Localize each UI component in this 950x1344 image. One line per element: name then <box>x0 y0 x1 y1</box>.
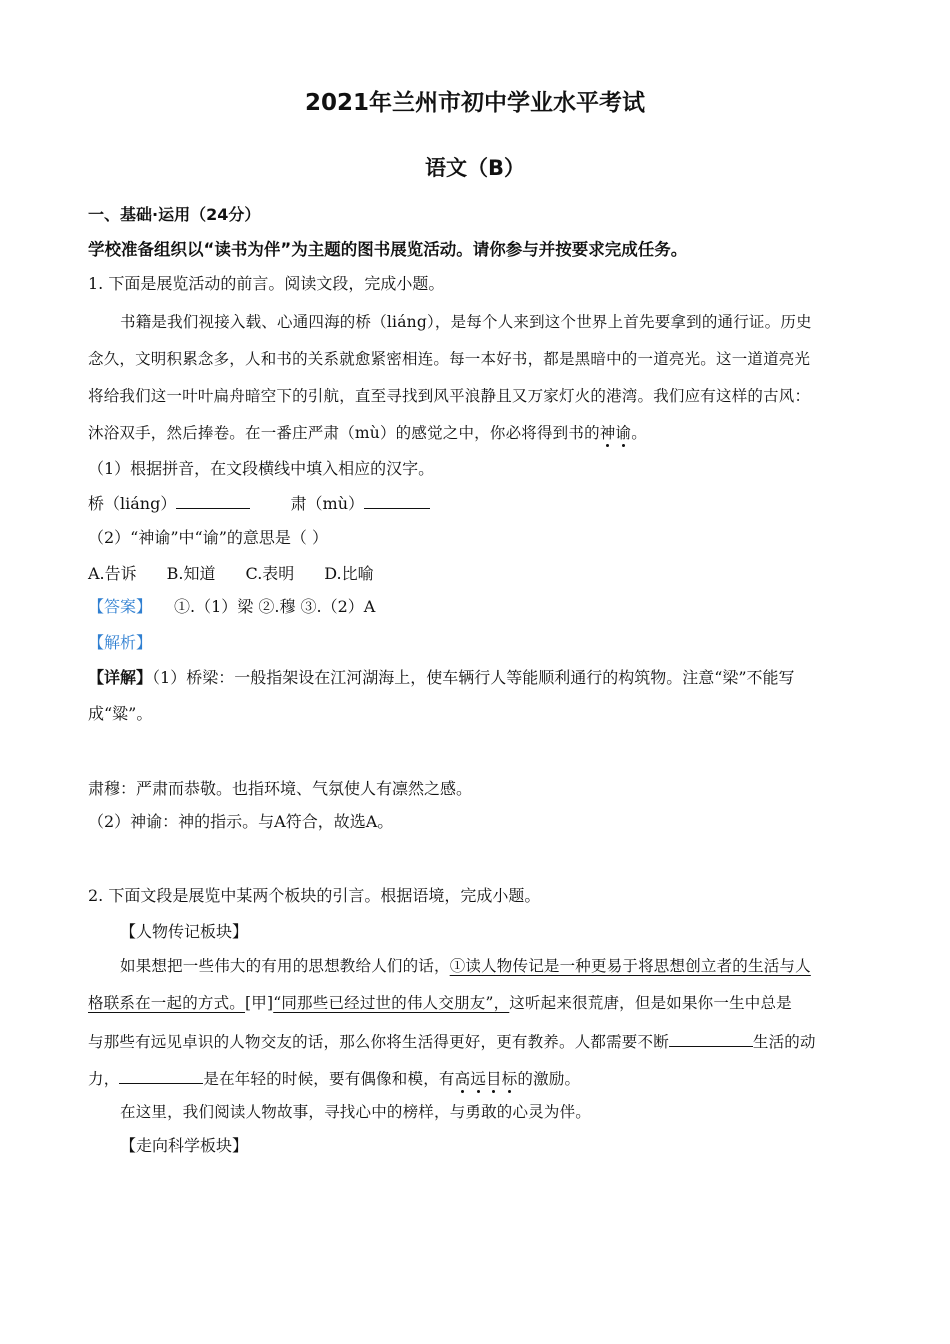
fill-blank-2[interactable] <box>119 1067 203 1084</box>
answer-text: ①.（1）梁 ②.穆 ③.（2）A <box>174 597 376 616</box>
q2-para-text: 是在年轻的时候，要有偶像和模，有 <box>203 1070 455 1088</box>
detail-text-1: （1）桥梁：一般指架设在江河湖海上，使车辆行人等能顺利通行的构筑物。注意“梁”不能写 <box>152 668 795 687</box>
detail-line-1 <box>88 667 795 689</box>
q2-block-heading-1: 【人物传记板块】 <box>120 922 249 941</box>
q2-para-2: 在这里，我们阅读人物故事，寻找心中的榜样，与勇敢的心灵为伴。 <box>120 1103 592 1121</box>
fill-blank-1[interactable] <box>669 1030 753 1047</box>
marker-jia: [甲] <box>245 994 274 1012</box>
emphasis-char: 高 <box>454 1070 471 1088</box>
fill-label-liang: 桥（liáng） <box>88 494 177 513</box>
detail-tag: 【详解】 <box>88 668 153 687</box>
q2-para-line-1 <box>120 955 811 977</box>
option-b: B.知道 <box>166 564 216 583</box>
q2-para-text: 与那些有远见卓识的人物交友的话，那么你将生活得更好，更有教养。人都需要不断 <box>88 1033 669 1051</box>
q2-para-text: 生活的动 <box>752 1033 816 1051</box>
answer-tag: 【答案】 <box>88 597 153 616</box>
q2-block-heading-2: 【走向科学板块】 <box>120 1136 249 1155</box>
q2-para-text: 如果想把一些伟大的有用的思想教给人们的话， <box>120 957 450 975</box>
fill-blank-liang[interactable] <box>176 492 250 509</box>
q1-options <box>88 563 374 585</box>
q2-para-text: 的激励。 <box>517 1070 581 1088</box>
underlined-sentence: ①读人物传记是一种更易于将思想创立者的生活与人 <box>449 957 811 975</box>
fill-blank-mu[interactable] <box>364 492 430 509</box>
exam-subtitle: 语文（B） <box>424 156 525 180</box>
emphasis-char: 目 <box>486 1070 502 1088</box>
q1-sub2: （2）“神谕”中“谕”的意思是（ ） <box>88 528 328 547</box>
section-heading: 一、基础·运用（24分） <box>88 205 261 224</box>
underlined-quote: “同那些已经过世的伟人交朋友”， <box>273 994 510 1012</box>
q2-stem: 2. 下面文段是展览中某两个板块的引言。根据语境，完成小题。 <box>88 886 541 905</box>
q2-para-line-3 <box>88 1030 816 1053</box>
exam-title: 2021年兰州市初中学业水平考试 <box>304 90 645 116</box>
q2-para-line-4 <box>88 1067 580 1090</box>
section-intro: 学校准备组织以“读书为伴”为主题的图书展览活动。请你参与并按要求完成任务。 <box>88 240 688 259</box>
q1-para-line-1: 书籍是我们视接入载、心通四海的桥（liáng），是每个人来到这个世界上首先要拿到的通行证。历史 <box>120 313 812 331</box>
detail-line-3: 肃穆：严肃而恭敬。也指环境、气氛使人有凛然之感。 <box>88 779 473 798</box>
detail-line-4: （2）神谕：神的指示。与A符合，故选A。 <box>88 812 394 831</box>
q1-sub1: （1）根据拼音，在文段横线中填入相应的汉字。 <box>88 459 435 478</box>
fill-label-mu: 肃（mù） <box>290 494 364 513</box>
underlined-sentence: 格联系在一起的方式。 <box>88 994 246 1012</box>
q2-para-text: 这听起来很荒唐，但是如果你一生中总是 <box>509 994 792 1012</box>
punctuation: 。 <box>631 424 647 442</box>
option-c: C.表明 <box>245 564 295 583</box>
q1-fill-row <box>88 492 430 515</box>
detail-line-2: 成“粱”。 <box>88 704 153 723</box>
q1-stem: 1. 下面是展览活动的前言。阅读文段，完成小题。 <box>88 274 445 293</box>
option-d: D.比喻 <box>324 564 374 583</box>
option-a: A.告诉 <box>88 564 137 583</box>
q1-para-line-4 <box>88 422 647 444</box>
q1-para-line-2: 念久，文明积累念多，人和书的关系就愈紧密相连。每一本好书，都是黑暗中的一道亮光。这一道道亮光 <box>88 350 811 368</box>
analysis-tag: 【解析】 <box>88 633 153 652</box>
emphasis-char: 远 <box>470 1070 487 1088</box>
q2-para-text: 力， <box>88 1070 120 1088</box>
emphasis-char: 标 <box>501 1070 518 1088</box>
emphasis-char: 神 <box>599 424 616 442</box>
answer-row <box>88 596 375 618</box>
q1-para-line-3: 将给我们这一叶叶扁舟暗空下的引航，直至寻找到风平浪静且又万家灯火的港湾。我们应有这样的古风： <box>88 387 811 405</box>
emphasis-char: 谕 <box>615 424 632 442</box>
q2-para-line-2 <box>88 992 792 1014</box>
q1-para-line-4-text: 沐浴双手，然后捧卷。在一番庄严肃（mù）的感觉之中，你必将得到书的 <box>88 424 600 442</box>
